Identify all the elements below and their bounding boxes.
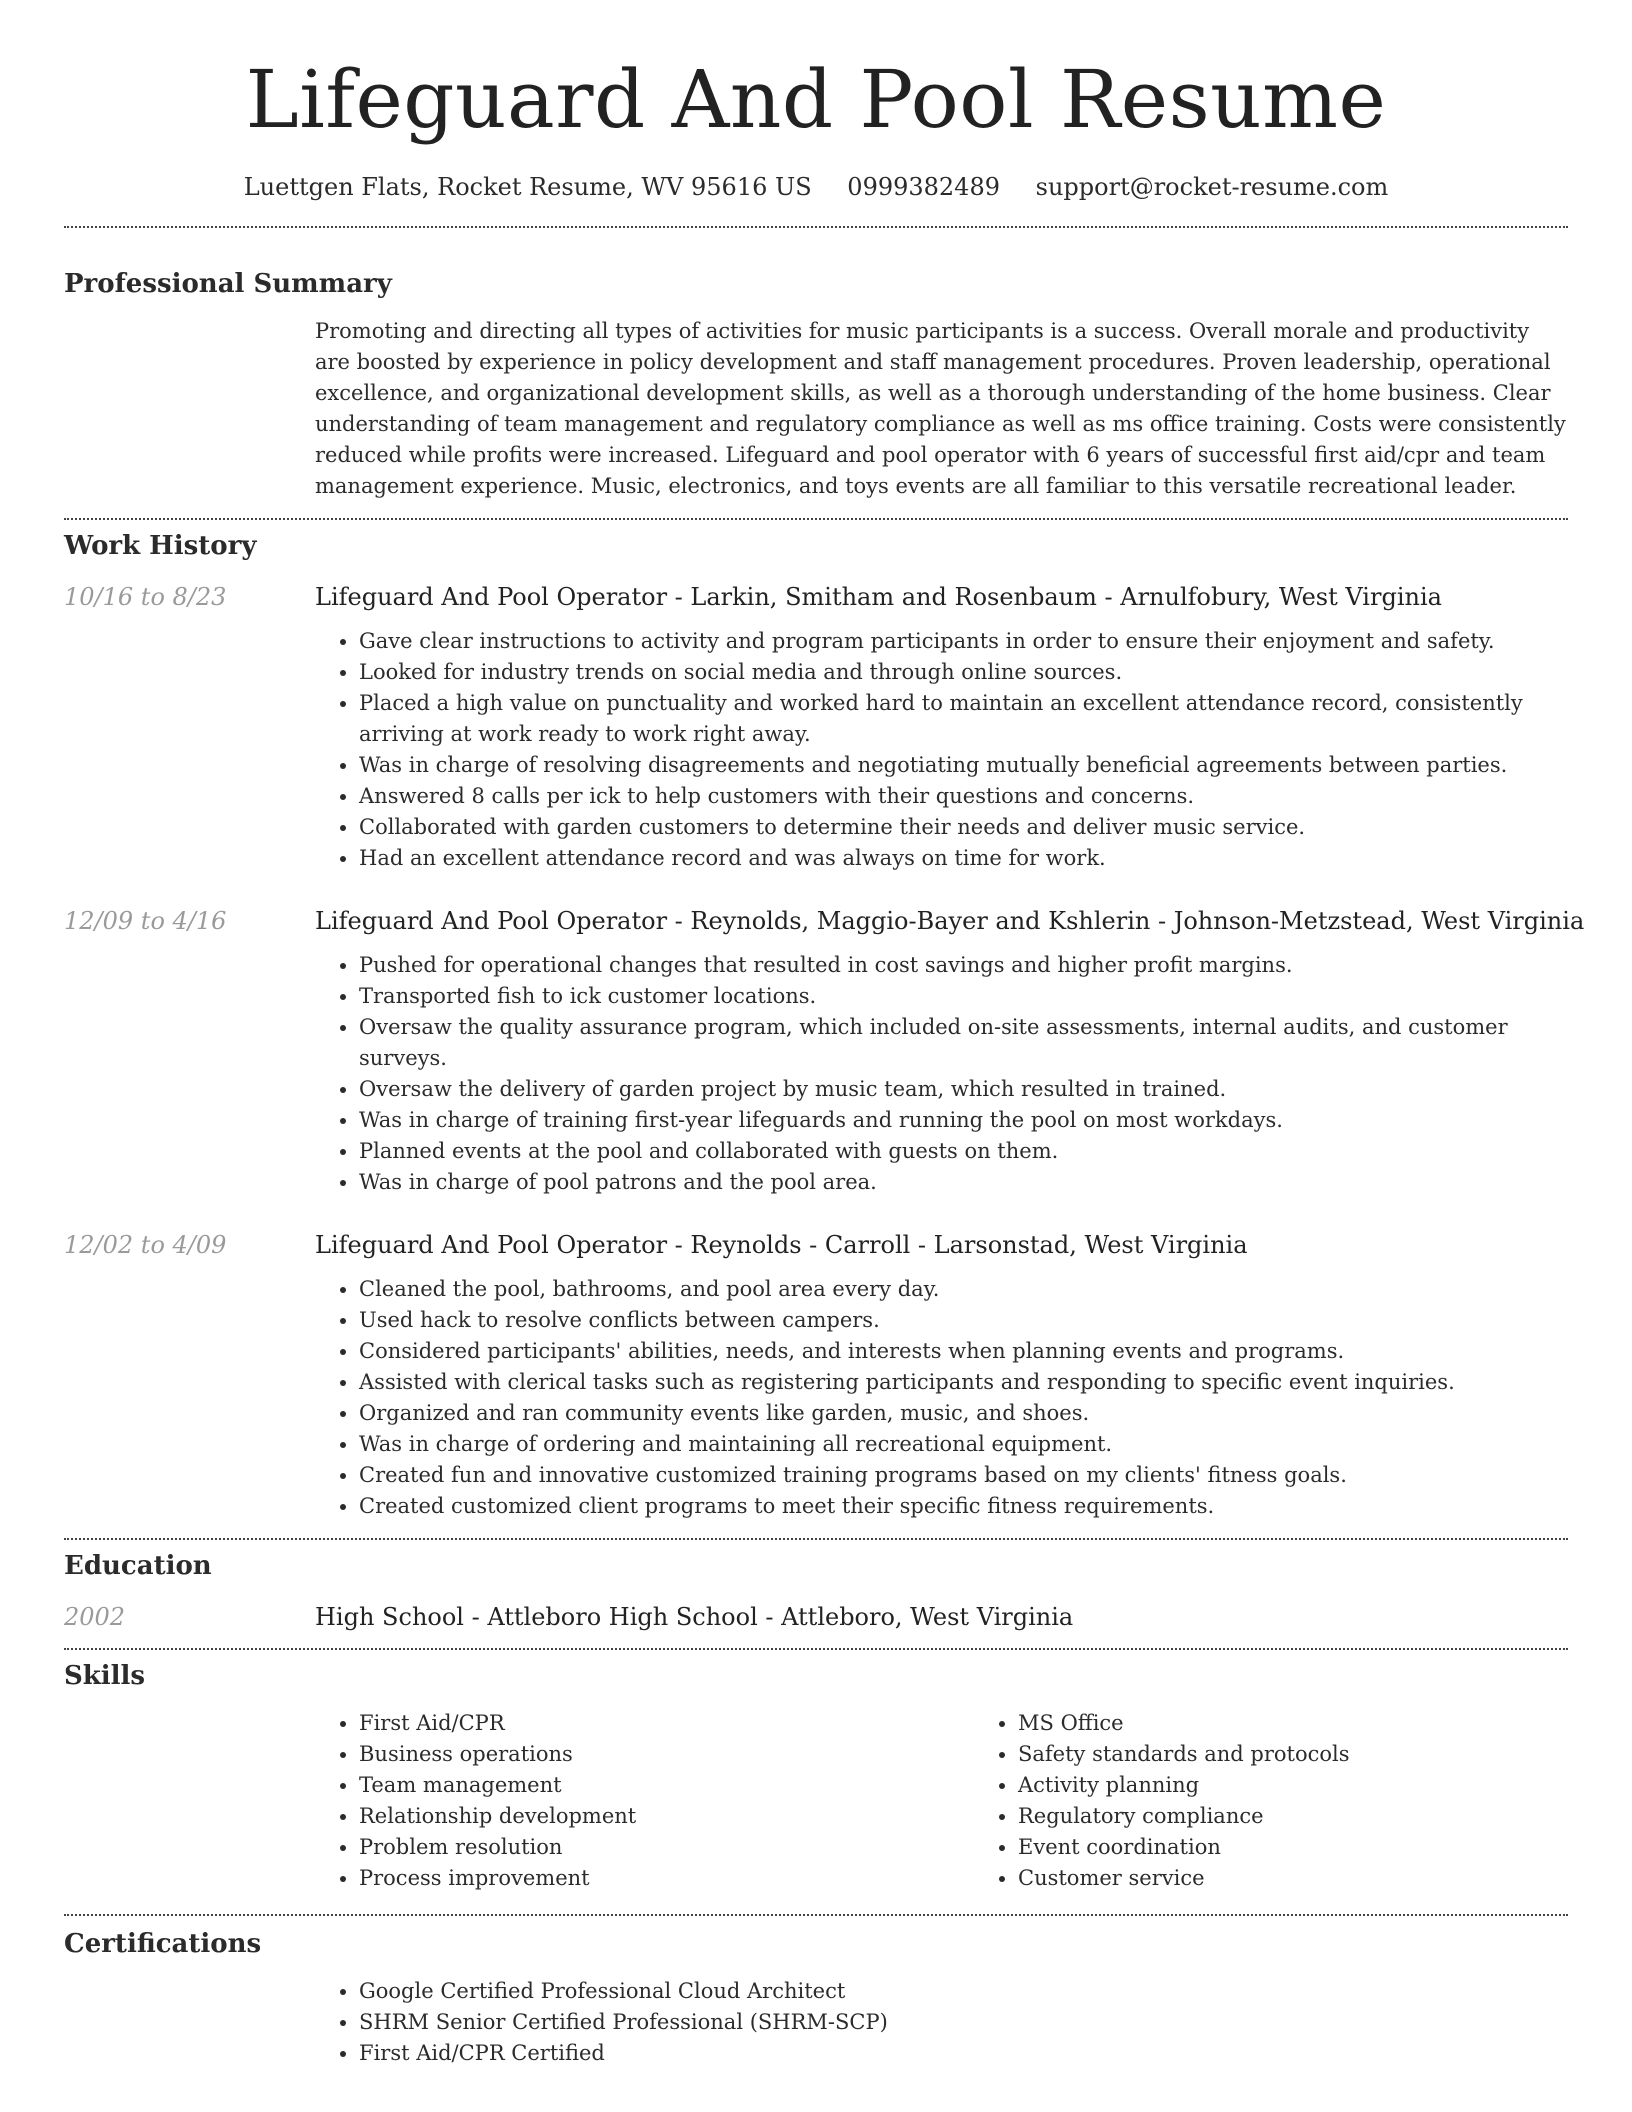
list-item: • Was in charge of ordering and maintaining all recreational equipment.	[359, 1429, 1568, 1460]
list-item: • First Aid/CPR	[359, 1708, 974, 1739]
list-item: • Customer service	[1018, 1863, 1632, 1894]
education-year: 2002	[64, 1603, 126, 1631]
job-title: Lifeguard And Pool Operator - Larkin, Smitham and Rosenbaum - Arnulfobury, West Virginia	[315, 583, 1442, 611]
list-item: • Google Certified Professional Cloud Architect	[359, 1976, 1568, 2007]
list-item: • Answered 8 calls per ick to help customers with their questions and concerns.	[359, 781, 1568, 812]
list-item: • Created customized client programs to meet their specific fitness requirements.	[359, 1491, 1568, 1522]
job-dates: 12/02 to 4/09	[64, 1231, 227, 1259]
section-title-summary: Professional Summary	[64, 269, 392, 299]
job-bullets	[315, 950, 1584, 1198]
list-item: • Oversaw the quality assurance program, which included on-site assessments, internal audits, and customer surveys.	[359, 1012, 1584, 1074]
divider	[64, 226, 1568, 228]
job-bullets	[315, 1274, 1568, 1522]
list-item: • Had an excellent attendance record and was always on time for work.	[359, 843, 1568, 874]
section-title-work: Work History	[64, 531, 257, 561]
list-item: • Considered participants' abilities, needs, and interests when planning events and programs.	[359, 1336, 1568, 1367]
list-item: • Placed a high value on punctuality and worked hard to maintain an excellent attendance record, consistently arriving at work ready to work right away.	[359, 688, 1568, 750]
list-item: • Relationship development	[359, 1801, 974, 1832]
list-item: • Organized and ran community events like garden, music, and shoes.	[359, 1398, 1568, 1429]
list-item: • MS Office	[1018, 1708, 1632, 1739]
section-title-education: Education	[64, 1551, 212, 1581]
section-title-certifications: Certifications	[64, 1929, 262, 1959]
divider	[64, 1914, 1568, 1916]
divider	[64, 518, 1568, 520]
list-item: • Process improvement	[359, 1863, 974, 1894]
list-item: • SHRM Senior Certified Professional (SHRM-SCP)	[359, 2007, 1568, 2038]
job-dates: 10/16 to 8/23	[64, 583, 227, 611]
list-item: • Was in charge of pool patrons and the pool area.	[359, 1167, 1584, 1198]
education-detail: High School - Attleboro High School - Attleboro, West Virginia	[315, 1603, 1074, 1631]
job-title: Lifeguard And Pool Operator - Reynolds, Maggio-Bayer and Kshlerin - Johnson-Metzstead, West Virginia	[315, 907, 1585, 935]
list-item: • Problem resolution	[359, 1832, 974, 1863]
resume-page	[64, 0, 1585, 2069]
resume-title: Lifeguard And Pool Resume	[245, 53, 1387, 146]
list-item: • Was in charge of resolving disagreements and negotiating mutually beneficial agreements between parties.	[359, 750, 1568, 781]
section-title-skills: Skills	[64, 1661, 146, 1691]
list-item: • Looked for industry trends on social media and through online sources.	[359, 657, 1568, 688]
list-item: • Planned events at the pool and collaborated with guests on them.	[359, 1136, 1584, 1167]
contact-line	[64, 170, 1568, 204]
list-item: • Used hack to resolve conflicts between campers.	[359, 1305, 1568, 1336]
certifications-list	[315, 1976, 1568, 2069]
skills-row	[64, 1708, 1568, 1894]
skills-column-1	[315, 1708, 974, 1894]
job-bullets	[315, 626, 1568, 874]
summary-row	[64, 316, 1568, 502]
list-item: • Was in charge of training first-year lifeguards and running the pool on most workdays.	[359, 1105, 1584, 1136]
summary-text: Promoting and directing all types of activities for music participants is a success. Overall morale and productivity are boosted by experience in policy development and staff management procedures. Proven leadership, operational excellence, and organizational development skills, as well as a thorough understanding of the home business. Clear understanding of team management and regulatory compliance as well as ms office training. Costs were consistently reduced while profits were increased. Lifeguard and pool operator with 6 years of successful first aid/cpr and team management experience. Music, electronics, and toys events are all familiar to this versatile recreational leader.	[315, 319, 1566, 498]
job-entry	[64, 904, 1585, 1198]
certifications-row	[64, 1976, 1568, 2069]
list-item: • Gave clear instructions to activity and program participants in order to ensure their enjoyment and safety.	[359, 626, 1568, 657]
list-item: • Cleaned the pool, bathrooms, and pool area every day.	[359, 1274, 1568, 1305]
list-item: • Collaborated with garden customers to determine their needs and deliver music service.	[359, 812, 1568, 843]
job-title: Lifeguard And Pool Operator - Reynolds - Carroll - Larsonstad, West Virginia	[315, 1231, 1248, 1259]
education-entry	[64, 1600, 1568, 1634]
divider	[64, 1648, 1568, 1650]
list-item: • Transported fish to ick customer locations.	[359, 981, 1584, 1012]
list-item: • Safety standards and protocols	[1018, 1739, 1632, 1770]
list-item: • Assisted with clerical tasks such as registering participants and responding to specific event inquiries.	[359, 1367, 1568, 1398]
list-item: • Created fun and innovative customized training programs based on my clients' fitness goals.	[359, 1460, 1568, 1491]
divider	[64, 1538, 1568, 1540]
job-entry	[64, 580, 1568, 874]
contact-email: support@rocket-resume.com	[1035, 173, 1389, 201]
contact-phone: 0999382489	[847, 173, 1000, 201]
list-item: • Oversaw the delivery of garden project by music team, which resulted in trained.	[359, 1074, 1584, 1105]
list-item: • Team management	[359, 1770, 974, 1801]
list-item: • Regulatory compliance	[1018, 1801, 1632, 1832]
list-item: • Activity planning	[1018, 1770, 1632, 1801]
list-item: • Event coordination	[1018, 1832, 1632, 1863]
skills-column-2	[974, 1708, 1632, 1894]
list-item: • Business operations	[359, 1739, 974, 1770]
job-dates: 12/09 to 4/16	[64, 907, 227, 935]
contact-address: Luettgen Flats, Rocket Resume, WV 95616 US	[243, 173, 812, 201]
list-item: • First Aid/CPR Certified	[359, 2038, 1568, 2069]
job-entry	[64, 1228, 1568, 1522]
list-item: • Pushed for operational changes that resulted in cost savings and higher profit margins.	[359, 950, 1584, 981]
